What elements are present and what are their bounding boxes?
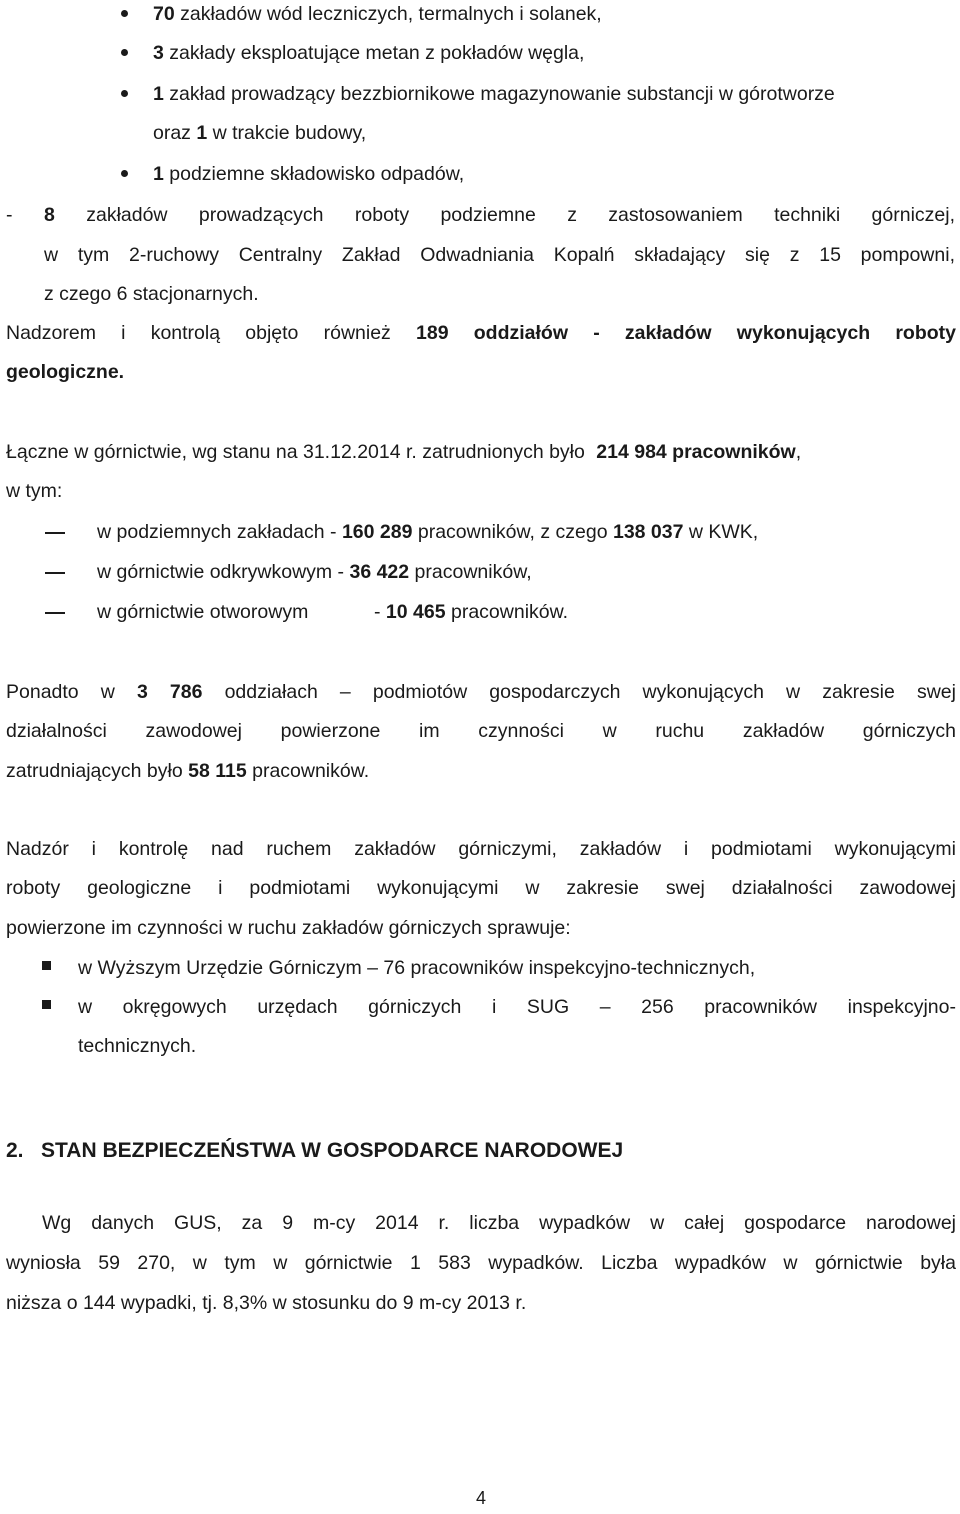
- list-item: w górnictwie odkrywkowym - 36 422 pracowników,: [97, 561, 532, 583]
- section-number: 2.: [6, 1139, 24, 1162]
- list-item-continuation: technicznych.: [78, 1035, 197, 1057]
- paragraph-line: Wg danych GUS, za 9 m-cy 2014 r. liczba wypadków w całej gospodarce narodowej: [42, 1212, 956, 1234]
- paragraph-line: zatrudniających było 58 115 pracowników.: [6, 760, 370, 782]
- list-item: 1 podziemne składowisko odpadów,: [153, 163, 465, 185]
- list-item: w Wyższym Urzędzie Górniczym – 76 pracowników inspekcyjno-technicznych,: [78, 957, 756, 979]
- list-item-value: - 10 465 pracowników.: [374, 601, 569, 623]
- bullet-dot-icon: [121, 10, 128, 17]
- paragraph-line: niższa o 144 wypadki, tj. 8,3% w stosunku do 9 m-cy 2013 r.: [6, 1292, 527, 1314]
- paragraph-line: Łączne w górnictwie, wg stanu na 31.12.2014 r. zatrudnionych było 214 984 pracowników,: [6, 441, 802, 463]
- section-title: STAN BEZPIECZEŃSTWA W GOSPODARCE NARODOWEJ: [41, 1139, 624, 1162]
- list-item: w górnictwie otworowym: [97, 601, 309, 623]
- list-item: 1 zakład prowadzący bezzbiornikowe magazynowanie substancji w górotworze: [153, 83, 835, 105]
- paragraph-line: wyniosła 59 270, w tym w górnictwie 1 583 wypadków. Liczba wypadków w górnictwie była: [6, 1252, 956, 1274]
- square-bullet-icon: [42, 1000, 51, 1009]
- paragraph-line: w tym:: [6, 480, 63, 502]
- paragraph-line: roboty geologiczne i podmiotami wykonującymi w zakresie swej działalności zawodowej: [6, 877, 956, 899]
- paragraph-line: Nadzorem i kontrolą objęto również 189 oddziałów - zakładów wykonujących roboty: [6, 322, 956, 344]
- dash-item-line: z czego 6 stacjonarnych.: [44, 283, 259, 305]
- paragraph-line: geologiczne.: [6, 361, 125, 383]
- dash-bullet-icon: [45, 572, 65, 574]
- dash-marker: -: [6, 204, 13, 226]
- list-item: 70 zakładów wód leczniczych, termalnych i solanek,: [153, 3, 602, 25]
- square-bullet-icon: [42, 961, 51, 970]
- list-item-continuation: oraz 1 w trakcie budowy,: [153, 122, 367, 144]
- dash-bullet-icon: [45, 532, 65, 534]
- page-number: 4: [476, 1488, 487, 1508]
- dash-item-line: w tym 2-ruchowy Centralny Zakład Odwadniania Kopalń składający się z 15 pompowni,: [44, 244, 955, 266]
- paragraph-line: działalności zawodowej powierzone im czynności w ruchu zakładów górniczych: [6, 720, 956, 742]
- list-item: 3 zakłady eksploatujące metan z pokładów węgla,: [153, 42, 585, 64]
- paragraph-line: Ponadto w 3 786 oddziałach – podmiotów gospodarczych wykonujących w zakresie swej: [6, 681, 956, 703]
- list-item: w okręgowych urzędach górniczych i SUG – 256 pracowników inspekcyjno-: [78, 996, 956, 1018]
- bullet-dot-icon: [121, 49, 128, 56]
- dash-item-line: 8 zakładów prowadzących roboty podziemne z zastosowaniem techniki górniczej,: [44, 204, 955, 226]
- paragraph-line: Nadzór i kontrolę nad ruchem zakładów górniczymi, zakładów i podmiotami wykonującymi: [6, 838, 956, 860]
- paragraph-line: powierzone im czynności w ruchu zakładów górniczych sprawuje:: [6, 917, 571, 939]
- bullet-dot-icon: [121, 90, 128, 97]
- list-item: w podziemnych zakładach - 160 289 pracowników, z czego 138 037 w KWK,: [97, 521, 759, 543]
- bullet-dot-icon: [121, 170, 128, 177]
- dash-bullet-icon: [45, 612, 65, 614]
